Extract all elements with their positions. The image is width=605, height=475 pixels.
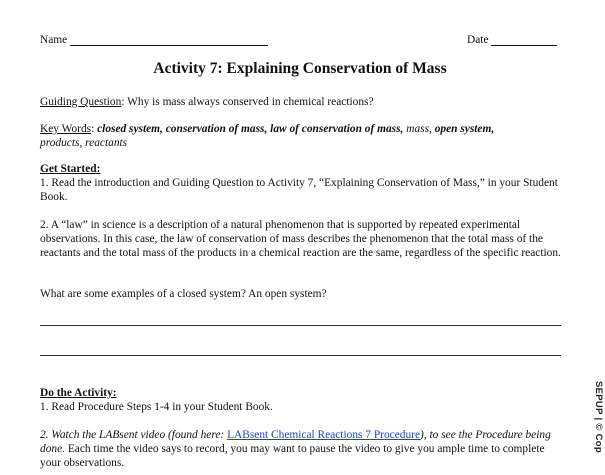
side-footer: SEPUP | © Cop	[593, 381, 605, 453]
get-started-heading: Get Started:	[40, 163, 101, 175]
date-field-line[interactable]	[491, 45, 557, 46]
key-words-line2: products, reactants	[40, 137, 128, 149]
get-started-step1: 1. Read the introduction and Guiding Question to Activity 7, “Explaining Conservation of Mass,” in your Student Book.	[40, 177, 558, 203]
do-activity-step1: 1. Read Procedure Steps 1-4 in your Student Book.	[40, 401, 273, 413]
key-words-colon: :	[91, 123, 98, 135]
name-field-line[interactable]	[70, 45, 268, 46]
answer-line-1[interactable]	[40, 325, 561, 326]
header-row	[40, 33, 558, 47]
guiding-question-text: : Why is mass always conserved in chemical reactions?	[121, 96, 374, 108]
page-title: Activity 7: Explaining Conservation of Mass	[153, 60, 447, 77]
step2-rest: Each time the video says to record, you may want to pause the video to give you ample time to complete your observations.	[40, 443, 545, 469]
answer-line-2[interactable]	[40, 355, 561, 356]
do-activity-heading: Do the Activity:	[40, 387, 117, 399]
guiding-question-label: Guiding Question	[40, 96, 122, 108]
date-label: Date	[467, 34, 489, 46]
key-words	[40, 122, 562, 150]
step2-italic-tail: ), to see the Procedure being done.	[40, 429, 551, 455]
get-started-step2: 2. A “law” in science is a description of a natural phenomenon that is supported by repeated experimental observations. In this case, the law of conservation of mass describes the phenomenon that the total mass of the reactants and the total mass of the products in a chemical reaction are the same, regardless of the specific reaction.	[40, 219, 561, 259]
name-label: Name	[40, 34, 68, 46]
step2-intro: 2. Watch the LABsent video (found here:	[40, 429, 228, 441]
key-words-bold-terms: closed system, conservation of mass, law of conservation of mass,	[97, 123, 404, 135]
key-words-term-open: open system,	[431, 123, 495, 135]
labsent-video-link[interactable]: LABsent Chemical Reactions 7 Procedure	[227, 429, 421, 441]
key-words-label: Key Words	[40, 123, 92, 135]
closed-open-question: What are some examples of a closed system? An open system?	[40, 288, 327, 300]
key-words-term-mass: mass,	[403, 123, 432, 135]
guiding-question	[40, 95, 562, 109]
do-activity-step2	[40, 428, 562, 470]
